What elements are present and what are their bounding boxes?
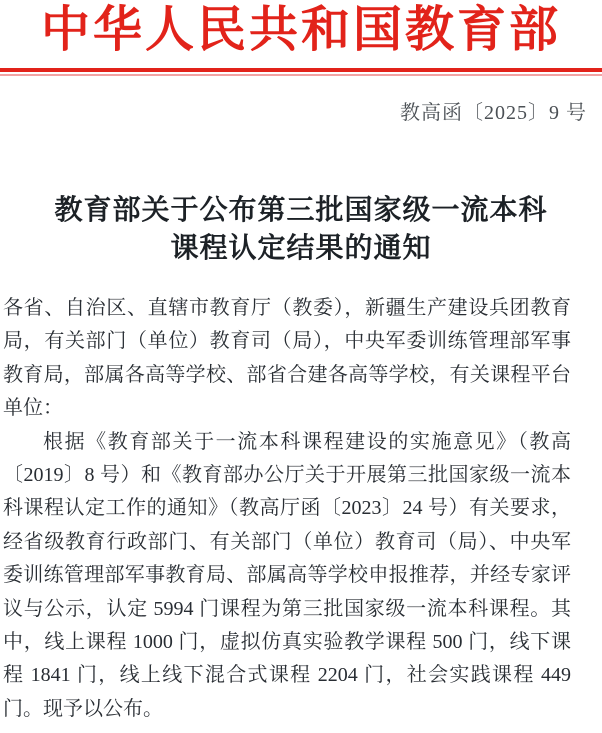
masthead-title: 中华人民共和国教育部 <box>40 2 561 57</box>
body-line: 单位： <box>3 397 63 420</box>
red-divider-thick-line <box>0 68 602 72</box>
notice-title-line-2: 课程认定结果的通知 <box>170 233 432 264</box>
body-line: 议与公示，认定 5994 门课程为第三批国家级一流本科课程。其 <box>3 597 571 620</box>
body-line: 科课程认定工作的通知》（教高厅函〔2023〕24 号）有关要求， <box>3 497 571 520</box>
body-line: 根据《教育部关于一流本科课程建设的实施意见》（教高 <box>43 430 571 453</box>
body-line: 经省级教育行政部门、有关部门（单位）教育司（局）、中央军 <box>3 530 571 553</box>
notice-title <box>0 192 602 268</box>
red-divider <box>0 68 602 76</box>
addressee-paragraph <box>3 292 571 426</box>
body-line: 程 1841 门，线上线下混合式课程 2204 门，社会实践课程 449 <box>3 664 571 687</box>
body-line: 中，线上课程 1000 门，虚拟仿真实验教学课程 500 门，线下课 <box>3 631 571 654</box>
document-number: 教高函〔2025〕9 号 <box>400 102 587 124</box>
body-line: 局，有关部门（单位）教育司（局），中央军委训练管理部军事 <box>3 330 571 353</box>
body-line: 委训练管理部军事教育局、部属高等学校申报推荐，并经专家评 <box>3 564 571 587</box>
main-paragraph <box>3 426 571 727</box>
body-line: 〔2019〕8 号）和《教育部办公厅关于开展第三批国家级一流本 <box>3 464 571 487</box>
body-line: 各省、自治区、直辖市教育厅（教委），新疆生产建设兵团教育 <box>3 297 571 319</box>
body-line: 教育局，部属各高等学校、部省合建各高等学校，有关课程平台 <box>3 363 571 386</box>
body-line: 门。现予以公布。 <box>3 697 163 720</box>
red-divider-thin-line <box>0 74 602 76</box>
notice-title-line-1: 教育部关于公布第三批国家级一流本科 <box>54 195 548 226</box>
notice-body <box>0 292 602 726</box>
